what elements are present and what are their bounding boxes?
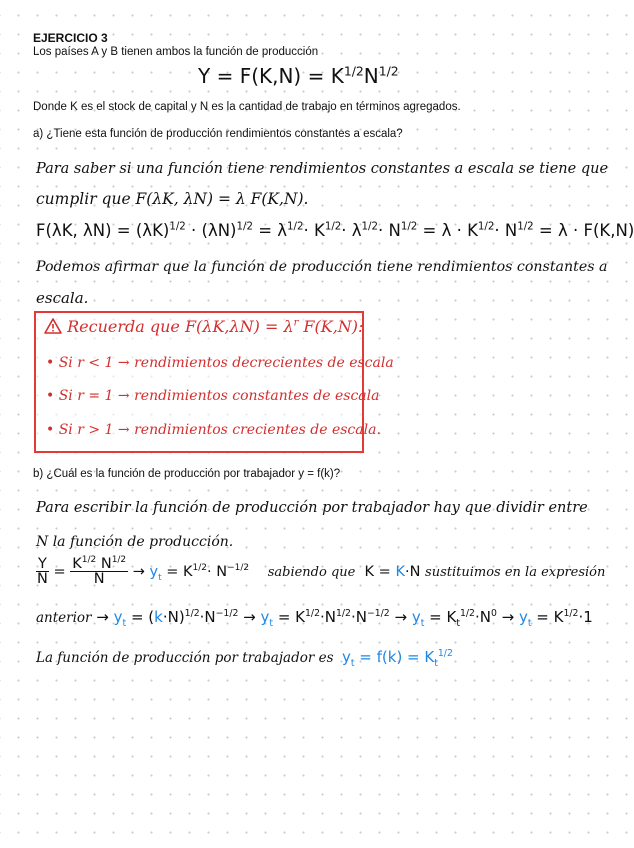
answer-a-line2: cumplir que F(λK, λN) = λ F(K,N). — [36, 190, 309, 208]
conclusion-a-line2: escala. — [36, 289, 89, 307]
answer-b-step2: anterior → $y_t = (k\cdot N)^{1/2}\cdot N^{-1/2} \to y_t = K^{1/2}\cdot N^{1/2}\cdot N^{-1/2} \to y_t = K_t^{1/2}\cdot N^0 \to y_t = K^{1/2}\cdot 1$ — [36, 608, 593, 629]
reminder-box — [34, 311, 394, 453]
reminder-item-text: Si r < 1 → rendimientos decrecientes de escala — [58, 355, 394, 371]
reminder-item-text: Si r = 1 → rendimientos constantes de escala — [58, 388, 380, 404]
answer-b-line1: Para escribir la función de producción por trabajador hay que dividir entre — [36, 500, 588, 516]
question-b-label: b) ¿Cuál es la función de producción por trabajador y = f(k)? — [33, 468, 341, 480]
step1-knowing: sabiendo que — [267, 565, 356, 580]
exercise-title: EJERCICIO 3 — [33, 31, 108, 45]
question-a-label: a) ¿Tiene esta función de producción rendimientos constantes a escala? — [33, 128, 403, 140]
step1-substitute: sustituimos en la expresión — [425, 565, 606, 580]
fraction-y-over-n: $\frac{Y}{N}$ — [37, 556, 48, 587]
exercise-intro: Los países A y B tienen ambos la función de producción — [33, 46, 319, 58]
conclusion-a-line1: Podemos afirmar que la función de producción tiene rendimientos constantes a — [36, 259, 608, 275]
warning-triangle-icon — [44, 318, 62, 334]
final-text: La función de producción por trabajador es — [36, 650, 334, 666]
reminder-heading: Recuerda que $F(\lambda K,\lambda N) = \lambda^r$ F(K,N): — [44, 317, 363, 336]
production-function-formula — [198, 64, 399, 88]
final-formula: $y_t = f(k) = K_t^{1/2}$ — [341, 648, 453, 669]
answer-b-step1: $\frac{Y}{N}$ = $\frac{K^{1/2} N^{1/2}}{N}$ → $y_t = K^{1/2}\cdot N^{-1/2}$ sabiendo que K = K·N sustituimos en la expresión — [37, 555, 606, 587]
answer-b-line2: N la función de producción. — [36, 534, 234, 550]
reminder-item-text: Si r > 1 → rendimientos crecientes de escala. — [58, 422, 381, 438]
reminder-item-increasing: • Si r > 1 → rendimientos crecientes de escala. — [46, 422, 381, 438]
exercise-description: Donde K es el stock de capital y N es la cantidad de trabajo en términos agregados. — [33, 101, 461, 113]
fraction-kn-over-n: $\frac{K^{1/2} N^{1/2}}{N}$ — [72, 555, 127, 587]
step2-prefix: anterior — [36, 610, 92, 626]
formula-lhs: Y = F(K,N) = K — [198, 64, 344, 88]
formula-n: N — [363, 64, 379, 88]
answer-b-final — [36, 648, 453, 667]
reminder-item-constant: • Si r = 1 → rendimientos constantes de escala — [46, 388, 380, 404]
answer-a-line1: Para saber si una función tiene rendimientos constantes a escala se tiene que — [36, 161, 609, 177]
formula-exponent-n: 1/2 — [378, 63, 399, 79]
answer-a-math: F(λK, $\lambda N) = (\lambda K)^{1/2} \cdot (\lambda N)^{1/2} = \lambda^{1/2}\cdot K^{1/2}\cdot \lambda^{1/2}\cdot N^{1/2} = \lambda \cdot K^{1/2}\cdot N^{1/2} = \lambda \cdot F(K,N)$ — [36, 221, 634, 240]
formula-exponent-k: 1/2 — [343, 63, 364, 79]
reminder-item-decreasing: • Si r < 1 → rendimientos decrecientes de escala — [46, 355, 394, 371]
